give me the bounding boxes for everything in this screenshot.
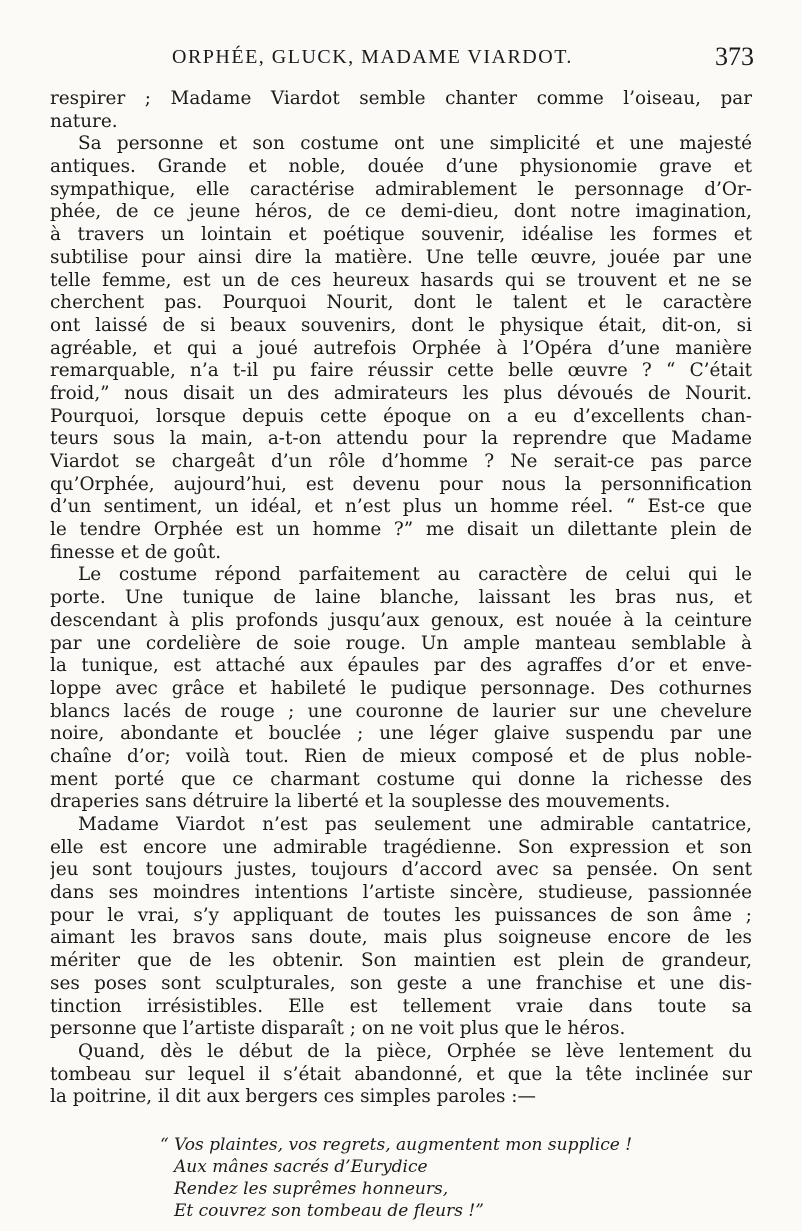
verse-line: Rendez les suprêmes honneurs, xyxy=(174,1179,449,1199)
text-line: draperies sans détruire la liberté et la souplesse des mouvements. xyxy=(50,791,671,813)
text-line: mériter que de les obtenir. Son maintien est plein de grandeur, xyxy=(50,950,752,972)
text-line: telle femme, est un de ces heureux hasards qui se trouvent et ne se xyxy=(50,269,752,291)
text-line: sympathique, elle caractérise admirablement le personnage d’Or- xyxy=(50,178,752,200)
text-line: la poitrine, il dit aux bergers ces simples paroles :— xyxy=(50,1086,536,1108)
text-line: teurs sous la main, a-t-on attendu pour la reprendre que Madame xyxy=(50,428,752,450)
text-line: phée, de ce jeune héros, de ce demi-dieu, dont notre imagination, xyxy=(50,201,752,223)
text-line: cherchent pas. Pourquoi Nourit, dont le talent et le caractère xyxy=(50,292,752,314)
text-line: loppe avec grâce et habileté le pudique personnage. Des cothurnes xyxy=(50,677,752,699)
running-title: ORPHÉE, GLUCK, MADAME VIARDOT. xyxy=(172,46,573,68)
text-line: le tendre Orphée est un homme ?” me disait un dilettante plein de xyxy=(50,519,752,541)
text-line: pour le vrai, s’y appliquant de toutes les puissances de son âme ; xyxy=(50,904,752,926)
text-line: froid,” nous disait un des admirateurs les plus dévoués de Nourit. xyxy=(50,382,752,404)
verse-quotation xyxy=(160,1134,632,1222)
text-line: Viardot se chargeât d’un rôle d’homme ? Ne serait-ce pas parce xyxy=(50,451,752,472)
text-line: Madame Viardot n’est pas seulement une admirable cantatrice, xyxy=(78,814,752,835)
text-line: Quand, dès le début de la pièce, Orphée se lève lentement du xyxy=(78,1040,752,1062)
text-line: à travers un lointain et poétique souvenir, idéalise les formes et xyxy=(50,224,752,246)
text-line: personne que l’artiste disparaît ; on ne voit plus que le héros. xyxy=(50,1018,626,1040)
text-line: ont laissé de si beaux souvenirs, dont le physique était, dit-on, si xyxy=(50,314,752,336)
text-line: finesse et de goût. xyxy=(50,541,222,563)
text-line: ment porté que ce charmant costume qui donne la richesse des xyxy=(50,768,752,790)
text-line: elle est encore une admirable tragédienne. Son expression et son xyxy=(50,836,752,858)
verse-line: Et couvrez son tombeau de fleurs !” xyxy=(174,1201,484,1221)
text-line: chaîne d’or; voilà tout. Rien de mieux composé et de plus noble- xyxy=(50,745,752,767)
text-line: blancs lacés de rouge ; une couronne de laurier sur une chevelure xyxy=(50,700,752,722)
text-line: subtilise pour ainsi dire la matière. Une telle œuvre, jouée par une xyxy=(50,246,752,268)
text-line: d’un sentiment, un idéal, et n’est plus un homme réel. “ Est-ce que xyxy=(50,496,752,518)
text-line: remarquable, n’a t-il pu faire réussir cette belle œuvre ? “ C’était xyxy=(50,360,752,382)
page-number: 373 xyxy=(715,42,754,71)
text-line: antiques. Grande et noble, douée d’une physionomie grave et xyxy=(50,156,752,178)
text-line: qu’Orphée, aujourd’hui, est devenu pour nous la personnification xyxy=(50,473,752,495)
text-line: Sa personne et son costume ont une simplicité et une majesté xyxy=(78,133,752,155)
text-line: Le costume répond parfaitement au caractère de celui qui le xyxy=(78,564,752,586)
text-line: tombeau sur lequel il s’était abandonné, et que la tête inclinée sur xyxy=(50,1063,752,1085)
text-line: descendant à plis profonds jusqu’aux genoux, est nouée à la ceinture xyxy=(50,609,752,631)
text-line: aimant les bravos sans doute, mais plus soigneuse encore de les xyxy=(50,927,752,949)
page-header xyxy=(52,42,754,78)
text-line: noire, abondante et bouclée ; une léger glaive suspendu par une xyxy=(50,723,752,745)
text-line: tinction irrésistibles. Elle est tellement vraie dans toute sa xyxy=(50,995,752,1017)
text-line: jeu sont toujours justes, toujours d’accord avec sa pensée. On sent xyxy=(50,859,752,881)
text-line: agréable, et qui a joué autrefois Orphée à l’Opéra d’une manière xyxy=(50,337,752,359)
text-line: Pourquoi, lorsque depuis cette époque on a eu d’excellents chan- xyxy=(50,405,752,427)
verse-line: Aux mânes sacrés d’Eurydice xyxy=(174,1157,428,1177)
verse-line: “ Vos plaintes, vos regrets, augmentent mon supplice ! xyxy=(160,1135,633,1155)
text-line: porte. Une tunique de laine blanche, laissant les bras nus, et xyxy=(50,587,752,609)
text-line: nature. xyxy=(50,110,118,132)
text-line: la tunique, est attaché aux épaules par des agraffes d’or et enve- xyxy=(50,655,752,677)
text-line: ses poses sont sculpturales, son geste a une franchise et une dis- xyxy=(50,972,752,994)
text-line: dans ses moindres intentions l’artiste sincère, studieuse, passionnée xyxy=(50,882,752,904)
text-line: par une cordelière de soie rouge. Un ample manteau semblable à xyxy=(50,632,752,654)
body-text xyxy=(50,88,752,1109)
text-line: respirer ; Madame Viardot semble chanter comme l’oiseau, par xyxy=(50,88,752,109)
